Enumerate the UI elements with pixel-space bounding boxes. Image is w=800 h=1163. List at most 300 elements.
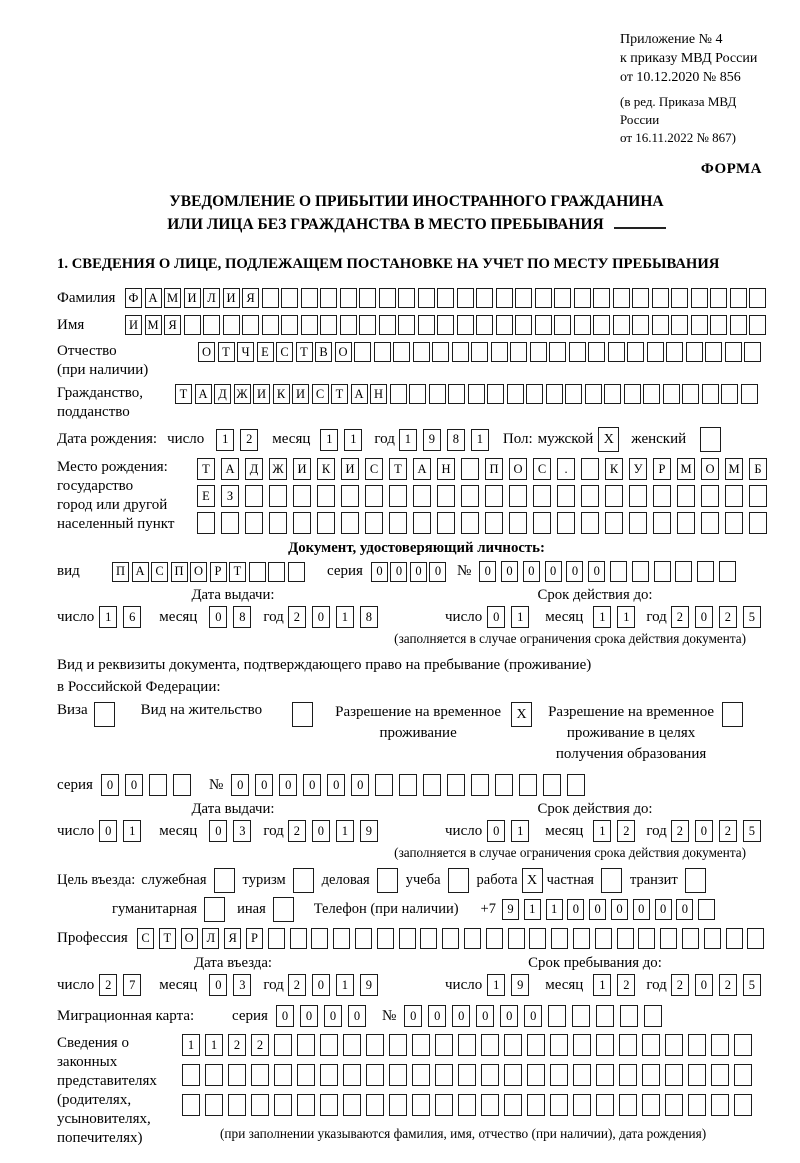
- char-box[interactable]: 0: [209, 820, 227, 842]
- char-box[interactable]: [297, 1064, 315, 1086]
- char-box[interactable]: [632, 288, 649, 308]
- char-box[interactable]: [481, 1094, 499, 1116]
- char-box[interactable]: [653, 485, 671, 507]
- char-box[interactable]: [526, 384, 543, 404]
- char-box[interactable]: А: [145, 288, 162, 308]
- char-box[interactable]: 0: [655, 899, 672, 920]
- char-box[interactable]: [251, 1094, 269, 1116]
- char-box[interactable]: [471, 342, 488, 362]
- char-box[interactable]: [366, 1094, 384, 1116]
- char-box[interactable]: 0: [410, 562, 427, 582]
- char-box[interactable]: 0: [324, 1005, 342, 1027]
- char-box[interactable]: К: [273, 384, 290, 404]
- char-box[interactable]: [393, 342, 410, 362]
- char-box[interactable]: [341, 485, 359, 507]
- char-box[interactable]: [317, 485, 335, 507]
- char-box[interactable]: Я: [224, 928, 241, 949]
- char-box[interactable]: [530, 342, 547, 362]
- char-box[interactable]: Л: [203, 288, 220, 308]
- sex-female-checkbox[interactable]: [700, 427, 721, 452]
- char-box[interactable]: [581, 512, 599, 534]
- char-box[interactable]: [581, 485, 599, 507]
- char-box[interactable]: 2: [719, 974, 737, 996]
- char-box[interactable]: 0: [300, 1005, 318, 1027]
- char-box[interactable]: [711, 1094, 729, 1116]
- char-box[interactable]: Е: [197, 485, 215, 507]
- char-box[interactable]: 0: [487, 820, 505, 842]
- char-box[interactable]: [573, 1064, 591, 1086]
- char-box[interactable]: [341, 512, 359, 534]
- char-box[interactable]: [245, 512, 263, 534]
- char-box[interactable]: [379, 315, 396, 335]
- char-box[interactable]: [389, 1094, 407, 1116]
- char-box[interactable]: [496, 315, 513, 335]
- char-box[interactable]: [508, 928, 525, 949]
- char-box[interactable]: 0: [99, 820, 117, 842]
- char-box[interactable]: [274, 1094, 292, 1116]
- char-box[interactable]: [290, 928, 307, 949]
- char-box[interactable]: [442, 928, 459, 949]
- char-box[interactable]: 9: [502, 899, 519, 920]
- char-box[interactable]: [734, 1034, 752, 1056]
- char-box[interactable]: Т: [229, 562, 246, 582]
- char-box[interactable]: 0: [633, 899, 650, 920]
- char-box[interactable]: 0: [428, 1005, 446, 1027]
- char-box[interactable]: М: [164, 288, 181, 308]
- char-box[interactable]: [666, 342, 683, 362]
- char-box[interactable]: Р: [653, 458, 671, 480]
- char-box[interactable]: [317, 512, 335, 534]
- char-box[interactable]: [551, 928, 568, 949]
- char-box[interactable]: 2: [288, 606, 306, 628]
- purpose-humanitarian-checkbox[interactable]: [204, 897, 225, 922]
- char-box[interactable]: [546, 384, 563, 404]
- char-box[interactable]: Ж: [269, 458, 287, 480]
- char-box[interactable]: [515, 288, 532, 308]
- char-box[interactable]: Ч: [237, 342, 254, 362]
- purpose-commercial-checkbox[interactable]: [377, 868, 398, 893]
- char-box[interactable]: [398, 315, 415, 335]
- char-box[interactable]: [719, 561, 736, 582]
- char-box[interactable]: [452, 342, 469, 362]
- purpose-work-checkbox[interactable]: X: [522, 868, 543, 893]
- char-box[interactable]: [701, 485, 719, 507]
- char-box[interactable]: А: [221, 458, 239, 480]
- char-box[interactable]: [569, 342, 586, 362]
- char-box[interactable]: [320, 1094, 338, 1116]
- char-box[interactable]: [320, 288, 337, 308]
- char-box[interactable]: [581, 458, 599, 480]
- char-box[interactable]: [660, 928, 677, 949]
- char-box[interactable]: 1: [320, 429, 338, 451]
- char-box[interactable]: 9: [511, 974, 529, 996]
- char-box[interactable]: [675, 561, 692, 582]
- char-box[interactable]: Я: [164, 315, 181, 335]
- char-box[interactable]: [228, 1064, 246, 1086]
- char-box[interactable]: [359, 315, 376, 335]
- char-box[interactable]: С: [151, 562, 168, 582]
- char-box[interactable]: [705, 342, 722, 362]
- char-box[interactable]: Д: [214, 384, 231, 404]
- char-box[interactable]: [365, 485, 383, 507]
- char-box[interactable]: [642, 1094, 660, 1116]
- char-box[interactable]: [293, 512, 311, 534]
- char-box[interactable]: [632, 315, 649, 335]
- visa-checkbox[interactable]: [94, 702, 115, 727]
- char-box[interactable]: [374, 342, 391, 362]
- char-box[interactable]: 0: [695, 606, 713, 628]
- char-box[interactable]: [574, 288, 591, 308]
- char-box[interactable]: 5: [743, 606, 761, 628]
- char-box[interactable]: Т: [218, 342, 235, 362]
- char-box[interactable]: [432, 342, 449, 362]
- char-box[interactable]: [533, 485, 551, 507]
- char-box[interactable]: [554, 315, 571, 335]
- char-box[interactable]: [671, 288, 688, 308]
- char-box[interactable]: 8: [447, 429, 465, 451]
- char-box[interactable]: 0: [348, 1005, 366, 1027]
- char-box[interactable]: [677, 485, 695, 507]
- char-box[interactable]: [389, 1064, 407, 1086]
- char-box[interactable]: 2: [719, 820, 737, 842]
- char-box[interactable]: [242, 315, 259, 335]
- char-box[interactable]: [644, 1005, 662, 1027]
- char-box[interactable]: .: [557, 458, 575, 480]
- char-box[interactable]: И: [293, 458, 311, 480]
- char-box[interactable]: [682, 384, 699, 404]
- char-box[interactable]: [461, 512, 479, 534]
- char-box[interactable]: 0: [351, 774, 369, 796]
- char-box[interactable]: 2: [671, 820, 689, 842]
- char-box[interactable]: 0: [209, 606, 227, 628]
- char-box[interactable]: [565, 384, 582, 404]
- char-box[interactable]: 1: [336, 974, 354, 996]
- char-box[interactable]: 0: [676, 899, 693, 920]
- char-box[interactable]: 2: [617, 974, 635, 996]
- char-box[interactable]: [268, 562, 285, 582]
- char-box[interactable]: [377, 928, 394, 949]
- char-box[interactable]: [652, 288, 669, 308]
- char-box[interactable]: [619, 1064, 637, 1086]
- purpose-private-checkbox[interactable]: [601, 868, 622, 893]
- char-box[interactable]: [749, 315, 766, 335]
- char-box[interactable]: 0: [371, 562, 388, 582]
- char-box[interactable]: П: [485, 458, 503, 480]
- char-box[interactable]: [535, 315, 552, 335]
- char-box[interactable]: [366, 1064, 384, 1086]
- char-box[interactable]: Я: [242, 288, 259, 308]
- rvp-edu-checkbox[interactable]: [722, 702, 743, 727]
- char-box[interactable]: 1: [123, 820, 141, 842]
- char-box[interactable]: [173, 774, 191, 796]
- char-box[interactable]: [624, 384, 641, 404]
- char-box[interactable]: [485, 512, 503, 534]
- char-box[interactable]: [749, 485, 767, 507]
- char-box[interactable]: [535, 288, 552, 308]
- char-box[interactable]: 0: [523, 561, 540, 582]
- char-box[interactable]: 0: [589, 899, 606, 920]
- char-box[interactable]: [471, 774, 489, 796]
- residence-permit-checkbox[interactable]: [292, 702, 313, 727]
- char-box[interactable]: [665, 1034, 683, 1056]
- char-box[interactable]: [197, 512, 215, 534]
- char-box[interactable]: [461, 458, 479, 480]
- char-box[interactable]: [262, 288, 279, 308]
- char-box[interactable]: [412, 1094, 430, 1116]
- char-box[interactable]: 1: [593, 606, 611, 628]
- char-box[interactable]: [464, 928, 481, 949]
- char-box[interactable]: [642, 1064, 660, 1086]
- char-box[interactable]: [726, 928, 743, 949]
- char-box[interactable]: Т: [296, 342, 313, 362]
- char-box[interactable]: А: [132, 562, 149, 582]
- char-box[interactable]: [343, 1094, 361, 1116]
- char-box[interactable]: 2: [228, 1034, 246, 1056]
- char-box[interactable]: 1: [546, 899, 563, 920]
- char-box[interactable]: 1: [487, 974, 505, 996]
- char-box[interactable]: [653, 512, 671, 534]
- char-box[interactable]: [268, 928, 285, 949]
- char-box[interactable]: 1: [399, 429, 417, 451]
- char-box[interactable]: К: [605, 458, 623, 480]
- char-box[interactable]: 2: [617, 820, 635, 842]
- char-box[interactable]: Д: [245, 458, 263, 480]
- char-box[interactable]: [269, 512, 287, 534]
- char-box[interactable]: Т: [159, 928, 176, 949]
- char-box[interactable]: [702, 384, 719, 404]
- char-box[interactable]: [269, 485, 287, 507]
- char-box[interactable]: [435, 1094, 453, 1116]
- char-box[interactable]: 1: [336, 606, 354, 628]
- char-box[interactable]: 0: [279, 774, 297, 796]
- char-box[interactable]: Т: [197, 458, 215, 480]
- char-box[interactable]: 1: [336, 820, 354, 842]
- char-box[interactable]: [593, 315, 610, 335]
- char-box[interactable]: [297, 1034, 315, 1056]
- char-box[interactable]: 0: [312, 974, 330, 996]
- char-box[interactable]: Е: [257, 342, 274, 362]
- char-box[interactable]: 0: [209, 974, 227, 996]
- char-box[interactable]: 5: [743, 974, 761, 996]
- char-box[interactable]: [550, 1034, 568, 1056]
- char-box[interactable]: М: [725, 458, 743, 480]
- char-box[interactable]: [343, 1064, 361, 1086]
- char-box[interactable]: 0: [500, 1005, 518, 1027]
- char-box[interactable]: [205, 1094, 223, 1116]
- char-box[interactable]: [311, 928, 328, 949]
- char-box[interactable]: 2: [288, 820, 306, 842]
- char-box[interactable]: [458, 1064, 476, 1086]
- char-box[interactable]: 6: [123, 606, 141, 628]
- char-box[interactable]: 1: [511, 820, 529, 842]
- char-box[interactable]: [418, 315, 435, 335]
- char-box[interactable]: [629, 512, 647, 534]
- char-box[interactable]: [485, 485, 503, 507]
- char-box[interactable]: [629, 485, 647, 507]
- char-box[interactable]: [671, 315, 688, 335]
- char-box[interactable]: 1: [524, 899, 541, 920]
- char-box[interactable]: [507, 384, 524, 404]
- char-box[interactable]: Т: [175, 384, 192, 404]
- char-box[interactable]: [476, 288, 493, 308]
- char-box[interactable]: Р: [210, 562, 227, 582]
- char-box[interactable]: [567, 774, 585, 796]
- char-box[interactable]: [413, 485, 431, 507]
- char-box[interactable]: [354, 342, 371, 362]
- purpose-tourism-checkbox[interactable]: [293, 868, 314, 893]
- char-box[interactable]: 0: [524, 1005, 542, 1027]
- char-box[interactable]: [617, 928, 634, 949]
- char-box[interactable]: [461, 485, 479, 507]
- char-box[interactable]: [495, 774, 513, 796]
- char-box[interactable]: [704, 928, 721, 949]
- char-box[interactable]: [365, 512, 383, 534]
- char-box[interactable]: [375, 774, 393, 796]
- char-box[interactable]: О: [509, 458, 527, 480]
- char-box[interactable]: [749, 512, 767, 534]
- char-box[interactable]: [203, 315, 220, 335]
- char-box[interactable]: П: [171, 562, 188, 582]
- char-box[interactable]: [711, 1034, 729, 1056]
- purpose-other-checkbox[interactable]: [273, 897, 294, 922]
- char-box[interactable]: 8: [360, 606, 378, 628]
- char-box[interactable]: [458, 1034, 476, 1056]
- char-box[interactable]: 9: [423, 429, 441, 451]
- char-box[interactable]: [413, 512, 431, 534]
- char-box[interactable]: [710, 315, 727, 335]
- char-box[interactable]: [418, 288, 435, 308]
- char-box[interactable]: Ж: [234, 384, 251, 404]
- char-box[interactable]: [619, 1034, 637, 1056]
- char-box[interactable]: 0: [101, 774, 119, 796]
- char-box[interactable]: [682, 928, 699, 949]
- char-box[interactable]: [486, 928, 503, 949]
- char-box[interactable]: 0: [501, 561, 518, 582]
- char-box[interactable]: О: [190, 562, 207, 582]
- purpose-business-checkbox[interactable]: [214, 868, 235, 893]
- char-box[interactable]: [677, 512, 695, 534]
- char-box[interactable]: [359, 288, 376, 308]
- char-box[interactable]: 0: [487, 606, 505, 628]
- char-box[interactable]: [642, 1034, 660, 1056]
- char-box[interactable]: К: [317, 458, 335, 480]
- char-box[interactable]: А: [413, 458, 431, 480]
- char-box[interactable]: [610, 561, 627, 582]
- char-box[interactable]: [550, 1094, 568, 1116]
- char-box[interactable]: С: [312, 384, 329, 404]
- char-box[interactable]: [654, 561, 671, 582]
- char-box[interactable]: [412, 1034, 430, 1056]
- char-box[interactable]: З: [221, 485, 239, 507]
- char-box[interactable]: [557, 512, 575, 534]
- char-box[interactable]: 1: [344, 429, 362, 451]
- char-box[interactable]: [686, 342, 703, 362]
- char-box[interactable]: [435, 1064, 453, 1086]
- char-box[interactable]: [730, 288, 747, 308]
- char-box[interactable]: [457, 288, 474, 308]
- char-box[interactable]: [596, 1094, 614, 1116]
- char-box[interactable]: [487, 384, 504, 404]
- char-box[interactable]: [413, 342, 430, 362]
- char-box[interactable]: [274, 1034, 292, 1056]
- char-box[interactable]: 1: [511, 606, 529, 628]
- char-box[interactable]: 0: [567, 899, 584, 920]
- char-box[interactable]: [398, 288, 415, 308]
- char-box[interactable]: [550, 1064, 568, 1086]
- char-box[interactable]: [301, 288, 318, 308]
- char-box[interactable]: 0: [303, 774, 321, 796]
- char-box[interactable]: [389, 1034, 407, 1056]
- char-box[interactable]: [149, 774, 167, 796]
- char-box[interactable]: С: [137, 928, 154, 949]
- char-box[interactable]: [643, 384, 660, 404]
- char-box[interactable]: [249, 562, 266, 582]
- char-box[interactable]: [458, 1094, 476, 1116]
- char-box[interactable]: [481, 1064, 499, 1086]
- char-box[interactable]: И: [341, 458, 359, 480]
- char-box[interactable]: [429, 384, 446, 404]
- char-box[interactable]: [557, 485, 575, 507]
- char-box[interactable]: 2: [671, 606, 689, 628]
- char-box[interactable]: [420, 928, 437, 949]
- char-box[interactable]: [543, 774, 561, 796]
- char-box[interactable]: [468, 384, 485, 404]
- char-box[interactable]: Н: [437, 458, 455, 480]
- char-box[interactable]: [182, 1094, 200, 1116]
- char-box[interactable]: 3: [233, 820, 251, 842]
- char-box[interactable]: 0: [452, 1005, 470, 1027]
- char-box[interactable]: [340, 288, 357, 308]
- char-box[interactable]: А: [351, 384, 368, 404]
- char-box[interactable]: [613, 288, 630, 308]
- char-box[interactable]: [604, 384, 621, 404]
- char-box[interactable]: [638, 928, 655, 949]
- char-box[interactable]: [688, 1064, 706, 1086]
- char-box[interactable]: [573, 1094, 591, 1116]
- char-box[interactable]: [529, 928, 546, 949]
- char-box[interactable]: [691, 288, 708, 308]
- char-box[interactable]: 9: [360, 974, 378, 996]
- char-box[interactable]: 1: [216, 429, 234, 451]
- char-box[interactable]: [665, 1094, 683, 1116]
- char-box[interactable]: [509, 512, 527, 534]
- char-box[interactable]: [435, 1034, 453, 1056]
- char-box[interactable]: [585, 384, 602, 404]
- char-box[interactable]: И: [292, 384, 309, 404]
- char-box[interactable]: Т: [331, 384, 348, 404]
- char-box[interactable]: [730, 315, 747, 335]
- char-box[interactable]: [608, 342, 625, 362]
- char-box[interactable]: [366, 1034, 384, 1056]
- char-box[interactable]: [688, 1094, 706, 1116]
- char-box[interactable]: [627, 342, 644, 362]
- char-box[interactable]: 2: [251, 1034, 269, 1056]
- char-box[interactable]: И: [125, 315, 142, 335]
- char-box[interactable]: 1: [182, 1034, 200, 1056]
- char-box[interactable]: [399, 774, 417, 796]
- char-box[interactable]: [510, 342, 527, 362]
- char-box[interactable]: [725, 342, 742, 362]
- char-box[interactable]: 0: [312, 820, 330, 842]
- char-box[interactable]: Л: [202, 928, 219, 949]
- char-box[interactable]: [593, 288, 610, 308]
- char-box[interactable]: С: [365, 458, 383, 480]
- char-box[interactable]: М: [677, 458, 695, 480]
- char-box[interactable]: [437, 485, 455, 507]
- char-box[interactable]: [281, 315, 298, 335]
- char-box[interactable]: О: [181, 928, 198, 949]
- char-box[interactable]: 2: [240, 429, 258, 451]
